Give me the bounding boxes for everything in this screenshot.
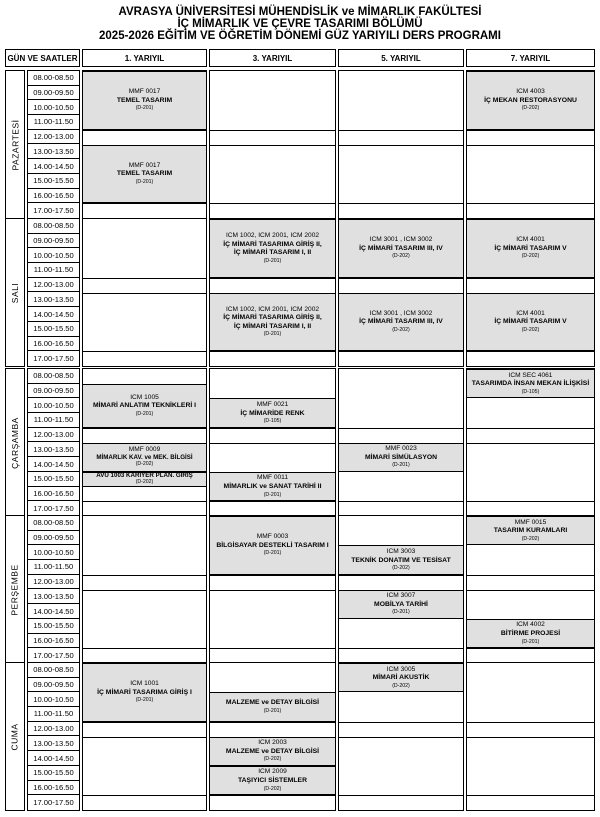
row-separator <box>467 722 594 723</box>
time-slot: 15.00-15.50 <box>28 472 79 487</box>
time-slot: 11.00-11.50 <box>28 560 79 575</box>
time-column <box>27 70 80 219</box>
row-separator <box>210 351 335 352</box>
time-slot: 14.00-14.50 <box>28 751 79 766</box>
time-slot: 16.00-16.50 <box>28 189 79 204</box>
course-code: ICM SEC 4061 <box>508 371 553 379</box>
semester-label: 3. YARIYIL <box>252 53 293 63</box>
row-separator <box>210 203 335 204</box>
course-code: ICM 3005 <box>386 665 416 673</box>
course-block[interactable] <box>339 590 463 619</box>
time-slot: 16.00-16.50 <box>28 337 79 352</box>
row-separator <box>467 648 594 649</box>
schedule-column-1 <box>82 218 207 367</box>
time-slot: 11.00-11.50 <box>28 413 79 428</box>
course-code: MMF 0021 <box>256 400 289 408</box>
course-block[interactable] <box>339 293 463 352</box>
row-separator <box>210 722 335 723</box>
course-name: İÇ MİMARİ TASARIM III, IV <box>359 318 443 326</box>
course-room: (D-202) <box>521 253 540 260</box>
time-slot: 12.00-13.00 <box>28 428 79 443</box>
course-code: ICM 3007 <box>386 592 416 600</box>
course-code: ICM 3003 <box>386 547 416 555</box>
course-room: (D-201) <box>263 707 282 714</box>
row-separator <box>467 443 594 444</box>
course-room: (D-105) <box>263 418 282 425</box>
course-name: MİMARİ ANLATIM TEKNİKLERİ I <box>92 402 197 410</box>
row-separator <box>83 737 206 738</box>
day-label: SALI <box>10 282 20 303</box>
course-block[interactable] <box>467 71 594 130</box>
course-code: ICM 2009 <box>258 768 287 776</box>
row-separator <box>467 737 594 738</box>
course-code: MMF 0003 <box>256 533 289 541</box>
time-column <box>27 368 80 517</box>
time-slot: 08.00-08.50 <box>28 219 79 234</box>
day-label-box <box>5 368 25 517</box>
course-room: (D-202) <box>392 682 410 689</box>
day-label-box <box>5 218 25 367</box>
row-separator <box>210 145 335 146</box>
course-block[interactable] <box>210 737 335 766</box>
time-slot: 12.00-13.00 <box>28 722 79 737</box>
course-name: MİMARLIK ve SANAT TARİHİ II <box>223 483 322 491</box>
course-name: İÇ MİMARİ TASARIMA GİRİŞ I <box>97 688 192 696</box>
course-room: (D-202) <box>521 105 540 112</box>
row-separator <box>83 351 206 352</box>
course-room: (D-201) <box>263 491 282 498</box>
course-name: TEMEL TASARIM <box>116 96 173 104</box>
time-slot: 14.00-14.50 <box>28 604 79 619</box>
course-block[interactable] <box>83 145 206 204</box>
schedule-column-2 <box>209 515 336 664</box>
time-slot: 13.00-13.50 <box>28 293 79 308</box>
time-slot: 12.00-13.00 <box>28 130 79 145</box>
course-name: MİMARLIK KAV. ve MEK. BİLGİSİ <box>96 453 193 461</box>
time-column <box>27 515 80 664</box>
schedule-column-3 <box>338 515 464 664</box>
course-block[interactable] <box>339 443 463 472</box>
course-code: ICM 4003 <box>516 88 545 96</box>
course-block[interactable] <box>210 516 335 575</box>
time-slot: 15.00-15.50 <box>28 174 79 189</box>
row-separator <box>83 203 206 204</box>
course-room: (D-201) <box>135 178 154 185</box>
time-slot: 16.00-16.50 <box>28 781 79 796</box>
schedule-column-1 <box>82 70 207 219</box>
time-slot: 14.00-14.50 <box>28 159 79 174</box>
course-code: ICM 4001 <box>516 309 545 317</box>
course-block[interactable] <box>467 219 594 278</box>
row-separator <box>339 795 463 796</box>
time-slot: 08.00-08.50 <box>28 71 79 86</box>
course-code: ICM 1001 <box>130 680 159 688</box>
course-block[interactable] <box>339 663 463 692</box>
course-name: AVU 1003 KARİYER PLAN. GİRİŞ <box>96 472 193 480</box>
time-slot: 09.00-09.50 <box>28 86 79 101</box>
course-room: (D-202) <box>521 535 540 542</box>
row-separator <box>339 145 463 146</box>
row-separator <box>210 590 335 591</box>
time-slot: 17.00-17.50 <box>33 651 74 661</box>
course-name: MİMARİ AKUSTİK <box>372 674 430 682</box>
schedule-column-3 <box>338 368 464 517</box>
schedule-column-2 <box>209 662 336 811</box>
time-slot: 12.00-13.00 <box>28 575 79 590</box>
course-room: (D-201) <box>263 550 282 557</box>
row-separator <box>467 351 594 352</box>
schedule-column-1 <box>82 368 207 517</box>
row-separator <box>467 575 594 576</box>
course-block[interactable] <box>83 443 206 472</box>
course-name: İÇ MİMARİ TASARIMA GİRİŞ II, <box>223 240 322 248</box>
schedule-column-4 <box>466 662 595 811</box>
course-name: TASARIM KURAMLARI <box>493 527 568 535</box>
course-code: ICM 3001 , ICM 3002 <box>369 309 433 317</box>
course-block[interactable] <box>467 369 594 398</box>
schedule-column-1 <box>82 515 207 664</box>
course-code: ICM 3001 , ICM 3002 <box>369 236 433 244</box>
course-room: (D-201) <box>135 697 154 704</box>
row-separator <box>83 428 206 429</box>
time-slot: 16.00-16.50 <box>28 487 79 502</box>
row-separator <box>467 428 594 429</box>
time-slot: 09.00-09.50 <box>28 234 79 249</box>
row-separator <box>339 737 463 738</box>
title-line-3: 2025-2026 EĞİTİM VE ÖĞRETİM DÖNEMİ GÜZ YARIYILI DERS PROGRAMI <box>99 30 501 42</box>
course-block[interactable] <box>83 71 206 130</box>
course-room: (D-201) <box>263 257 282 264</box>
course-code: MMF 0011 <box>256 474 289 482</box>
time-slot: 08.00-08.50 <box>28 369 79 384</box>
row-separator <box>210 501 335 502</box>
row-separator <box>83 293 206 294</box>
course-name: İÇ MİMARİDE RENK <box>240 409 305 417</box>
course-room: (D-202) <box>521 326 540 333</box>
row-separator <box>339 130 463 131</box>
course-block[interactable] <box>83 663 206 722</box>
course-room: (D-202) <box>392 326 410 333</box>
time-slot: 13.00-13.50 <box>28 737 79 752</box>
row-separator <box>339 648 463 649</box>
schedule-column-4 <box>466 70 595 219</box>
time-slot: 16.00-16.50 <box>28 634 79 649</box>
course-room: (D-202) <box>263 756 282 763</box>
row-separator <box>210 795 335 796</box>
course-code: ICM 4001 <box>516 236 545 244</box>
course-name: İÇ MİMARİ TASARIM V <box>494 318 567 326</box>
row-separator <box>467 145 594 146</box>
course-code: ICM 1002, ICM 2001, ICM 2002 <box>225 232 320 239</box>
course-code: ICM 1005 <box>130 393 159 401</box>
course-room: (D-202) <box>263 785 282 792</box>
row-separator <box>467 203 594 204</box>
row-separator <box>467 501 594 502</box>
course-block[interactable] <box>210 692 335 721</box>
time-slot: 11.00-11.50 <box>28 115 79 130</box>
course-name-line-2: İÇ MİMARİ TASARIM I, II <box>233 322 312 330</box>
row-separator <box>210 443 335 444</box>
schedule-column-3 <box>338 662 464 811</box>
course-code: ICM 4002 <box>516 621 545 629</box>
row-separator <box>467 795 594 796</box>
row-separator <box>339 575 463 576</box>
time-slot: 09.00-09.50 <box>28 531 79 546</box>
row-separator <box>339 351 463 352</box>
semester-label: 5. YARIYIL <box>381 53 421 63</box>
row-separator <box>83 501 206 502</box>
schedule-column-1 <box>82 662 207 811</box>
time-slot: 17.00-17.50 <box>33 206 74 216</box>
day-label-box <box>5 662 25 811</box>
row-separator <box>210 648 335 649</box>
course-code: MMF 0009 <box>128 446 161 454</box>
time-slot: 13.00-13.50 <box>28 443 79 458</box>
course-code: MMF 0015 <box>514 518 547 526</box>
title-line-2: İÇ MİMARLIK VE ÇEVRE TASARIMI BÖLÜMÜ <box>177 18 423 30</box>
time-slot: 14.00-14.50 <box>28 457 79 472</box>
schedule-column-3 <box>338 70 464 219</box>
course-name: TASARIMDA İNSAN MEKAN İLİŞKİSİ <box>471 380 590 388</box>
day-label-box <box>5 70 25 219</box>
course-name: İÇ MİMARİ TASARIM V <box>494 244 567 252</box>
course-name: BİTİRME PROJESİ <box>500 630 561 638</box>
schedule-column-4 <box>466 515 595 664</box>
schedule-column-3 <box>338 218 464 367</box>
course-name: MOBİLYA TARİHİ <box>374 600 428 608</box>
time-slot: 10.00-10.50 <box>28 545 79 560</box>
row-separator <box>210 575 335 576</box>
course-block[interactable] <box>210 766 335 795</box>
course-name: İÇ MİMARİ TASARIMA GİRİŞ II, <box>223 314 322 322</box>
course-code: ICM 1002, ICM 2001, ICM 2002 <box>225 305 320 313</box>
time-slot: 13.00-13.50 <box>28 590 79 605</box>
course-block[interactable] <box>210 219 335 278</box>
course-room: (D-201) <box>263 331 282 338</box>
row-separator <box>83 590 206 591</box>
course-name: TAŞIYICI SİSTEMLER <box>238 777 307 785</box>
time-slot: 08.00-08.50 <box>28 516 79 531</box>
time-slot: 17.00-17.50 <box>33 798 74 808</box>
course-name: TEKNİK DONATIM VE TESİSAT <box>351 556 451 564</box>
time-slot: 12.00-13.00 <box>28 278 79 293</box>
row-separator <box>83 795 206 796</box>
course-code: MMF 0023 <box>385 445 417 453</box>
schedule-column-2 <box>209 218 336 367</box>
course-room: (D-105) <box>521 388 540 395</box>
row-separator <box>339 278 463 279</box>
course-block[interactable] <box>210 293 335 352</box>
course-name: MALZEME ve DETAY BİLGİSİ <box>225 747 320 755</box>
row-separator <box>83 648 206 649</box>
course-room: (D-201) <box>521 638 540 645</box>
course-name: İÇ MİMARİ TASARIM III, IV <box>359 244 443 252</box>
course-block[interactable] <box>339 545 463 574</box>
time-slot: 17.00-17.50 <box>33 354 74 364</box>
row-separator <box>210 130 335 131</box>
time-slot: 10.00-10.50 <box>28 100 79 115</box>
semester-label: 1. YARIYIL <box>124 53 165 63</box>
schedule-column-4 <box>466 368 595 517</box>
course-room: (D-202) <box>135 461 154 468</box>
title-line-1: AVRASYA ÜNİVERSİTESİ MÜHENDİSLİK ve MİMARLIK FAKÜLTESİ <box>118 6 482 18</box>
course-name: TEMEL TASARIM <box>116 170 173 178</box>
course-name-line-2: İÇ MİMARİ TASARIM I, II <box>233 249 312 257</box>
row-separator <box>83 722 206 723</box>
course-block[interactable] <box>83 472 206 487</box>
row-separator <box>339 428 463 429</box>
course-room: (D-202) <box>392 253 410 260</box>
time-column <box>27 662 80 811</box>
row-separator <box>83 278 206 279</box>
header-semester-3 <box>338 49 464 67</box>
course-name: İÇ MEKAN RESTORASYONU <box>484 96 577 104</box>
course-room: (D-201) <box>135 410 154 417</box>
course-room: (D-201) <box>135 105 154 112</box>
day-label: CUMA <box>10 722 20 751</box>
time-slot: 10.00-10.50 <box>28 692 79 707</box>
day-label-box <box>5 515 25 664</box>
header-days-hours-label: GÜN VE SAATLER <box>7 53 78 63</box>
course-name: MALZEME ve DETAY BİLGİSİ <box>225 699 320 707</box>
time-slot: 08.00-08.50 <box>28 663 79 678</box>
time-slot: 17.00-17.50 <box>33 504 74 514</box>
time-slot: 14.00-14.50 <box>28 307 79 322</box>
header-semester-4 <box>466 49 595 67</box>
header-semester-2 <box>209 49 336 67</box>
course-block[interactable] <box>467 516 594 545</box>
day-label: PAZARTESİ <box>10 119 21 170</box>
course-block[interactable] <box>467 293 594 352</box>
course-room: (D-202) <box>135 479 154 486</box>
course-code: MMF 0017 <box>128 161 161 169</box>
row-separator <box>467 278 594 279</box>
row-separator <box>210 428 335 429</box>
time-slot: 13.00-13.50 <box>28 145 79 160</box>
time-column <box>27 218 80 367</box>
schedule-column-2 <box>209 368 336 517</box>
row-separator <box>83 130 206 131</box>
semester-label: 7. YARIYIL <box>510 53 551 63</box>
course-block[interactable] <box>210 398 335 427</box>
row-separator <box>83 575 206 576</box>
schedule-column-2 <box>209 70 336 219</box>
header-days-hours <box>5 49 80 67</box>
course-code: ICM 2003 <box>258 739 287 747</box>
schedule-column-4 <box>466 218 595 367</box>
course-code: MMF 0017 <box>128 88 161 96</box>
time-slot: 15.00-15.50 <box>28 619 79 634</box>
row-separator <box>467 590 594 591</box>
day-label: PERŞEMBE <box>10 563 20 616</box>
course-room: (D-201) <box>392 609 410 616</box>
course-block[interactable] <box>467 619 594 648</box>
time-slot: 10.00-10.50 <box>28 398 79 413</box>
day-label: ÇARŞAMBA <box>10 416 20 469</box>
time-slot: 15.00-15.50 <box>28 766 79 781</box>
time-slot: 11.00-11.50 <box>28 263 79 278</box>
row-separator <box>467 130 594 131</box>
course-name: BİLGİSAYAR DESTEKLİ TASARIM I <box>216 541 329 549</box>
row-separator <box>339 203 463 204</box>
row-separator <box>210 278 335 279</box>
course-block[interactable] <box>210 472 335 501</box>
course-name: MİMARİ SİMÜLASYON <box>364 453 438 461</box>
course-room: (D-201) <box>392 462 410 469</box>
row-separator <box>339 501 463 502</box>
time-slot: 09.00-09.50 <box>28 384 79 399</box>
course-block[interactable] <box>339 219 463 278</box>
time-slot: 15.00-15.50 <box>28 322 79 337</box>
course-block[interactable] <box>83 384 206 428</box>
row-separator <box>339 722 463 723</box>
header-semester-1 <box>82 49 207 67</box>
time-slot: 09.00-09.50 <box>28 678 79 693</box>
course-room: (D-202) <box>392 565 410 572</box>
time-slot: 10.00-10.50 <box>28 248 79 263</box>
time-slot: 11.00-11.50 <box>28 707 79 722</box>
